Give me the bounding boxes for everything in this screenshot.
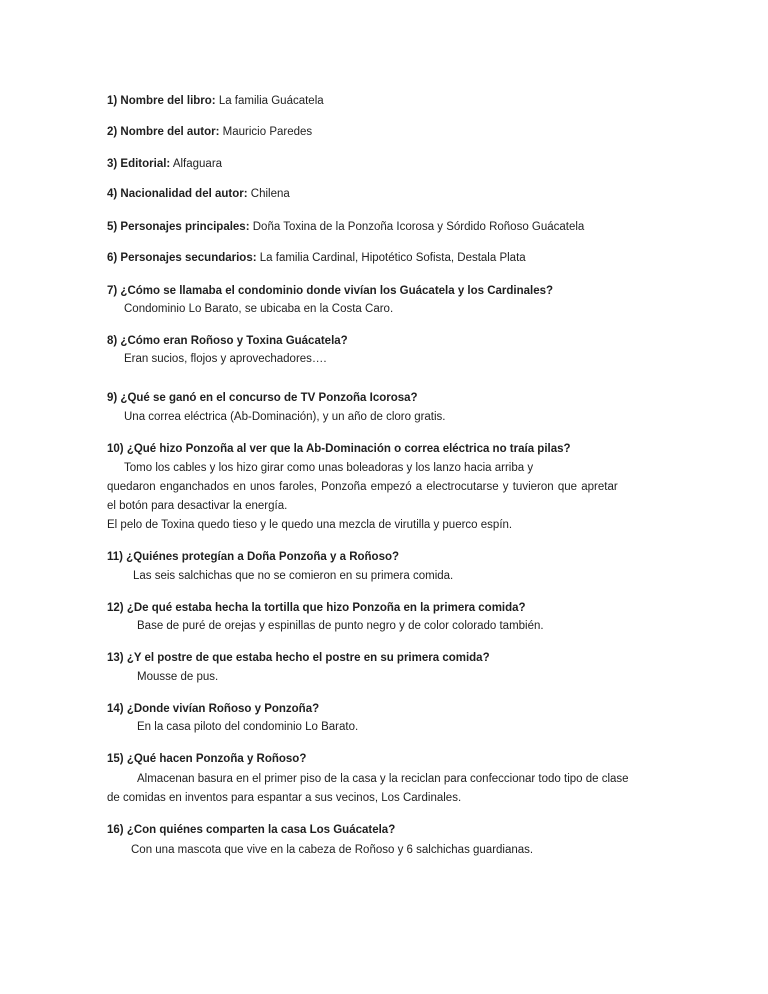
q14-answer: En la casa piloto del condominio Lo Barato. [137, 721, 359, 733]
q9-question: 9) ¿Qué se ganó en el concurso de TV Ponzoña Icorosa? [107, 392, 418, 404]
q10-answer-line: quedaron enganchados en unos faroles, Ponzoña empezó a electrocutarse y tuvieron que apretar [107, 481, 618, 493]
q3-value: Alfaguara [170, 158, 223, 170]
q4-line [107, 186, 290, 202]
q1-line [107, 93, 324, 109]
q15-answer-line: de comidas en inventos para espantar a sus vecinos, Los Cardinales. [107, 792, 462, 804]
q9-answer: Una correa eléctrica (Ab-Dominación), y un año de cloro gratis. [124, 411, 446, 423]
q7-answer: Condominio Lo Barato, se ubicaba en la Costa Caro. [124, 303, 394, 315]
q11-answer: Las seis salchichas que no se comieron en su primera comida. [133, 570, 454, 582]
q13-answer: Mousse de pus. [137, 671, 219, 683]
q6-value: La familia Cardinal, Hipotético Sofista, Destala Plata [256, 252, 526, 264]
q12-question: 12) ¿De qué estaba hecha la tortilla que hizo Ponzoña en la primera comida? [107, 602, 526, 614]
q7-question: 7) ¿Cómo se llamaba el condominio donde vivían los Guácatela y los Cardinales? [107, 285, 554, 297]
q15-answer-line: Almacenan basura en el primer piso de la casa y la reciclan para confeccionar todo tipo de clase [137, 773, 629, 785]
q2-line [107, 124, 312, 140]
q2-label: 2) Nombre del autor: [107, 126, 220, 138]
q11-question: 11) ¿Quiénes protegían a Doña Ponzoña y a Roñoso? [107, 551, 400, 563]
q2-value: Mauricio Paredes [219, 126, 313, 138]
q8-question: 8) ¿Cómo eran Roñoso y Toxina Guácatela? [107, 335, 348, 347]
q6-label: 6) Personajes secundarios: [107, 252, 257, 264]
q16-answer: Con una mascota que vive en la cabeza de Roñoso y 6 salchichas guardianas. [131, 844, 534, 856]
q3-line [107, 156, 222, 172]
q8-answer: Eran sucios, flojos y aprovechadores…. [124, 353, 327, 365]
q15-question: 15) ¿Qué hacen Ponzoña y Roñoso? [107, 753, 307, 765]
q6-line [107, 250, 526, 266]
q4-value: Chilena [247, 188, 290, 200]
q10-question: 10) ¿Qué hizo Ponzoña al ver que la Ab-Dominación o correa eléctrica no traía pilas? [107, 443, 571, 455]
q5-value: Doña Toxina de la Ponzoña Icorosa y Sórdido Roñoso Guácatela [249, 221, 585, 233]
q1-label: 1) Nombre del libro: [107, 95, 216, 107]
q16-question: 16) ¿Con quiénes comparten la casa Los Guácatela? [107, 824, 396, 836]
q10-answer-line: el botón para desactivar la energía. [107, 500, 288, 512]
q4-label: 4) Nacionalidad del autor: [107, 188, 248, 200]
q5-label: 5) Personajes principales: [107, 221, 250, 233]
q5-line [107, 219, 584, 235]
q14-question: 14) ¿Donde vivían Roñoso y Ponzoña? [107, 703, 320, 715]
q1-value: La familia Guácatela [215, 95, 324, 107]
q12-answer: Base de puré de orejas y espinillas de punto negro y de color colorado también. [137, 620, 544, 632]
q3-label: 3) Editorial: [107, 158, 171, 170]
q10-answer-line: El pelo de Toxina quedo tieso y le quedo una mezcla de virutilla y puerco espín. [107, 519, 513, 531]
q10-answer-line: Tomo los cables y los hizo girar como unas boleadoras y los lanzo hacia arriba y [124, 462, 534, 474]
q13-question: 13) ¿Y el postre de que estaba hecho el postre en su primera comida? [107, 652, 490, 664]
